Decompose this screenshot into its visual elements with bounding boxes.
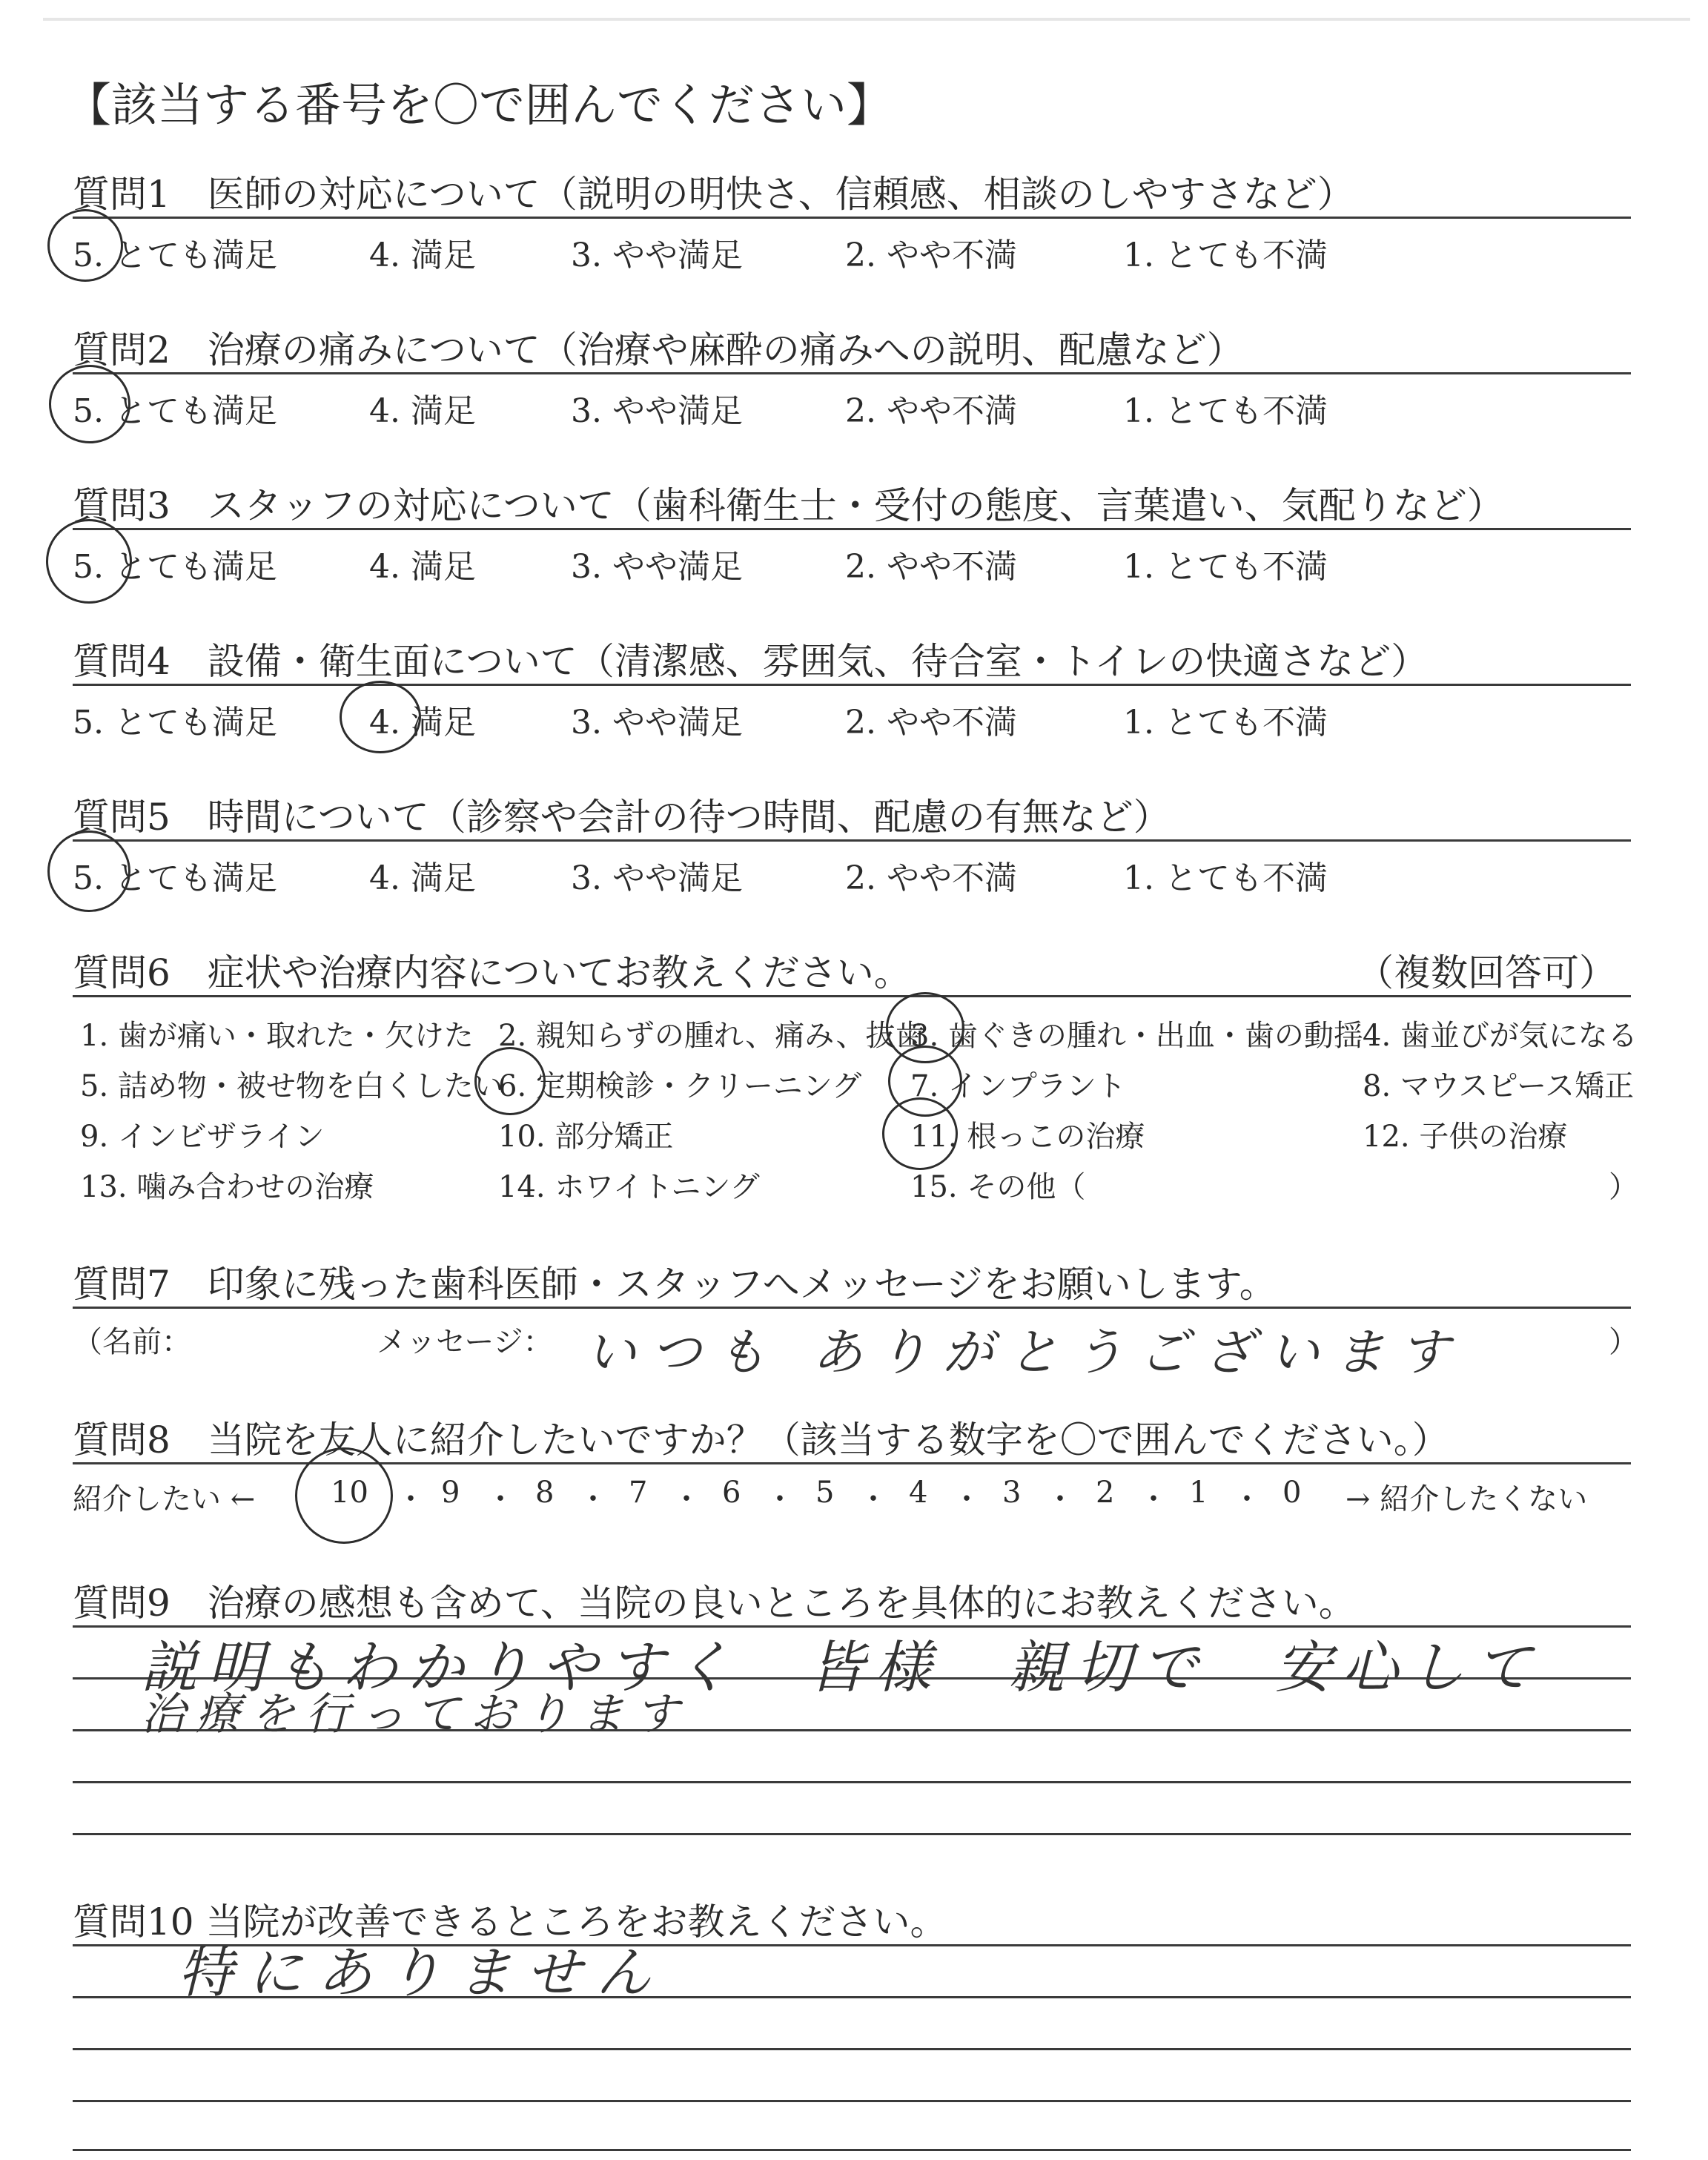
q6-rule [73, 995, 1631, 997]
q4-title: 質問4 設備・衛生面について（清潔感、雰囲気、待合室・トイレの快適さなど） [73, 640, 1429, 683]
q7-message-label: メッセージ： [377, 1325, 553, 1359]
q8-scale-6[interactable]: 6 [722, 1476, 741, 1510]
q8-scale-8[interactable]: 8 [535, 1476, 555, 1510]
q10-title: 質問10 当院が改善できるところをお教えください。 [73, 1900, 947, 1943]
q6-item-14[interactable]: 14. ホワイトニング [498, 1170, 760, 1204]
q6-item-11[interactable]: 11. 根っこの治療 [910, 1120, 1145, 1154]
q6-item-5[interactable]: 5. 詰め物・被せ物を白くしたい [80, 1069, 503, 1103]
q8-dot: ・ [578, 1482, 608, 1516]
q8-right-label: → 紹介したくない [1345, 1482, 1588, 1516]
q1-option-1[interactable]: 1. とても不満 [1123, 237, 1328, 274]
q4-option-4[interactable]: 4. 満足 [369, 704, 476, 742]
q9-rule-5 [73, 1833, 1631, 1835]
q10-rule-3 [73, 2048, 1631, 2050]
q6-multi-note: （複数回答可） [1357, 951, 1616, 994]
form-header: 【該当する番号を〇で囲んでください】 [65, 78, 893, 132]
q8-scale-2[interactable]: 2 [1096, 1476, 1115, 1510]
q6-title: 質問6 症状や治療内容についてお教えください。 [73, 951, 911, 994]
q6-item-1[interactable]: 1. 歯が痛い・取れた・欠けた [80, 1019, 474, 1053]
q5-option-5[interactable]: 5. とても満足 [73, 859, 277, 897]
q6-other-close-paren: ） [1609, 1170, 1638, 1204]
q5-option-1[interactable]: 1. とても不満 [1123, 859, 1328, 897]
q2-selection-circle [49, 365, 130, 443]
q1-title: 質問1 医師の対応について（説明の明快さ、信頼感、相談のしやすさなど） [73, 173, 1354, 216]
q3-option-4[interactable]: 4. 満足 [369, 548, 476, 586]
q8-dot: ・ [396, 1482, 426, 1516]
q3-selection-circle [46, 519, 132, 604]
q1-option-4[interactable]: 4. 満足 [369, 237, 476, 274]
q2-option-4[interactable]: 4. 満足 [369, 392, 476, 430]
q8-scale-1[interactable]: 1 [1189, 1476, 1208, 1510]
q5-selection-circle [47, 830, 130, 912]
q6-item-9[interactable]: 9. インビザライン [80, 1120, 325, 1154]
q5-option-2[interactable]: 2. やや不満 [845, 859, 1017, 897]
q3-option-2[interactable]: 2. やや不満 [845, 548, 1017, 586]
q1-selection-circle [47, 209, 123, 282]
q6-item-15[interactable]: 15. その他（ [910, 1170, 1086, 1204]
q8-dot: ・ [765, 1482, 795, 1516]
q9-answer-line-1[interactable]: 説明もわかりやすく 皆様 親切で 安心して [141, 1634, 1542, 1700]
q3-option-5[interactable]: 5. とても満足 [73, 548, 277, 586]
q8-scale-7[interactable]: 7 [629, 1476, 648, 1510]
q6-item-10[interactable]: 10. 部分矯正 [498, 1120, 674, 1154]
q7-rule [73, 1307, 1631, 1309]
q3-option-1[interactable]: 1. とても不満 [1123, 548, 1328, 586]
q9-rule-4 [73, 1781, 1631, 1783]
q2-option-2[interactable]: 2. やや不満 [845, 392, 1017, 430]
q1-rule [73, 217, 1631, 219]
scan-edge [43, 18, 1690, 21]
q10-rule-4 [73, 2100, 1631, 2102]
q8-scale-9[interactable]: 9 [441, 1476, 460, 1510]
q9-answer-line-2[interactable]: 治療を行っております [141, 1688, 689, 1740]
q6-item-8[interactable]: 8. マウスピース矯正 [1363, 1069, 1635, 1103]
q3-option-3[interactable]: 3. やや満足 [571, 548, 743, 586]
q8-dot: ・ [858, 1482, 888, 1516]
q6-item-6[interactable]: 6. 定期検診・クリーニング [498, 1069, 862, 1103]
q9-title: 質問9 治療の感想も含めて、当院の良いところを具体的にお教えください。 [73, 1582, 1356, 1625]
q2-option-3[interactable]: 3. やや満足 [571, 392, 743, 430]
q7-title: 質問7 印象に残った歯科医師・スタッフへメッセージをお願いします。 [73, 1263, 1277, 1306]
q3-title: 質問3 スタッフの対応について（歯科衛生士・受付の態度、言葉遣い、気配りなど） [73, 484, 1504, 527]
q1-option-2[interactable]: 2. やや不満 [845, 237, 1017, 274]
q8-dot: ・ [486, 1482, 515, 1516]
q3-rule [73, 528, 1631, 530]
q6-item-7[interactable]: 7. インプラント [910, 1069, 1126, 1103]
q8-scale-5[interactable]: 5 [815, 1476, 835, 1510]
q8-dot: ・ [1045, 1482, 1075, 1516]
q4-selection-circle [340, 681, 421, 753]
q5-title: 質問5 時間について（診察や会計の待つ時間、配慮の有無など） [73, 796, 1171, 839]
q8-dot: ・ [1139, 1482, 1168, 1516]
q8-dot: ・ [1232, 1482, 1262, 1516]
q6-circle-11 [882, 1097, 958, 1170]
q5-rule [73, 839, 1631, 842]
q4-option-3[interactable]: 3. やや満足 [571, 704, 743, 742]
q6-item-3[interactable]: 3. 歯ぐきの腫れ・出血・歯の動揺 [910, 1019, 1363, 1053]
q5-option-3[interactable]: 3. やや満足 [571, 859, 743, 897]
q8-dot: ・ [952, 1482, 982, 1516]
q10-rule-5 [73, 2149, 1631, 2151]
q8-scale-0[interactable]: 0 [1282, 1476, 1302, 1510]
q4-option-5[interactable]: 5. とても満足 [73, 704, 277, 742]
q7-close-paren: ） [1609, 1325, 1638, 1359]
q1-option-5[interactable]: 5. とても満足 [73, 237, 277, 274]
q6-item-13[interactable]: 13. 噛み合わせの治療 [80, 1170, 374, 1204]
q2-option-5[interactable]: 5. とても満足 [73, 392, 277, 430]
q8-selection-circle [295, 1447, 393, 1544]
q2-option-1[interactable]: 1. とても不満 [1123, 392, 1328, 430]
q2-rule [73, 372, 1631, 374]
q1-option-3[interactable]: 3. やや満足 [571, 237, 743, 274]
q7-message-handwriting[interactable]: いつも ありがとうございます [586, 1324, 1465, 1382]
q2-title: 質問2 治療の痛みについて（治療や麻酔の痛みへの説明、配慮など） [73, 328, 1244, 371]
q4-option-2[interactable]: 2. やや不満 [845, 704, 1017, 742]
q8-title: 質問8 当院を友人に紹介したいですか？（該当する数字を〇で囲んでください。） [73, 1418, 1449, 1462]
q10-answer[interactable]: 特にありません [178, 1941, 666, 2005]
q8-scale-10[interactable]: 10 [331, 1476, 368, 1510]
q8-dot: ・ [672, 1482, 701, 1516]
q7-name-label: （名前： [73, 1325, 191, 1359]
q8-left-label: 紹介したい ← [73, 1482, 256, 1516]
q4-rule [73, 684, 1631, 686]
q4-option-1[interactable]: 1. とても不満 [1123, 704, 1328, 742]
q6-item-4[interactable]: 4. 歯並びが気になる [1363, 1019, 1638, 1053]
q6-item-2[interactable]: 2. 親知らずの腫れ、痛み、抜歯 [498, 1019, 925, 1053]
q6-circle-6 [474, 1047, 546, 1115]
q5-option-4[interactable]: 4. 満足 [369, 859, 476, 897]
q6-item-12[interactable]: 12. 子供の治療 [1363, 1120, 1568, 1154]
q8-scale-3[interactable]: 3 [1002, 1476, 1022, 1510]
q8-scale-4[interactable]: 4 [909, 1476, 928, 1510]
